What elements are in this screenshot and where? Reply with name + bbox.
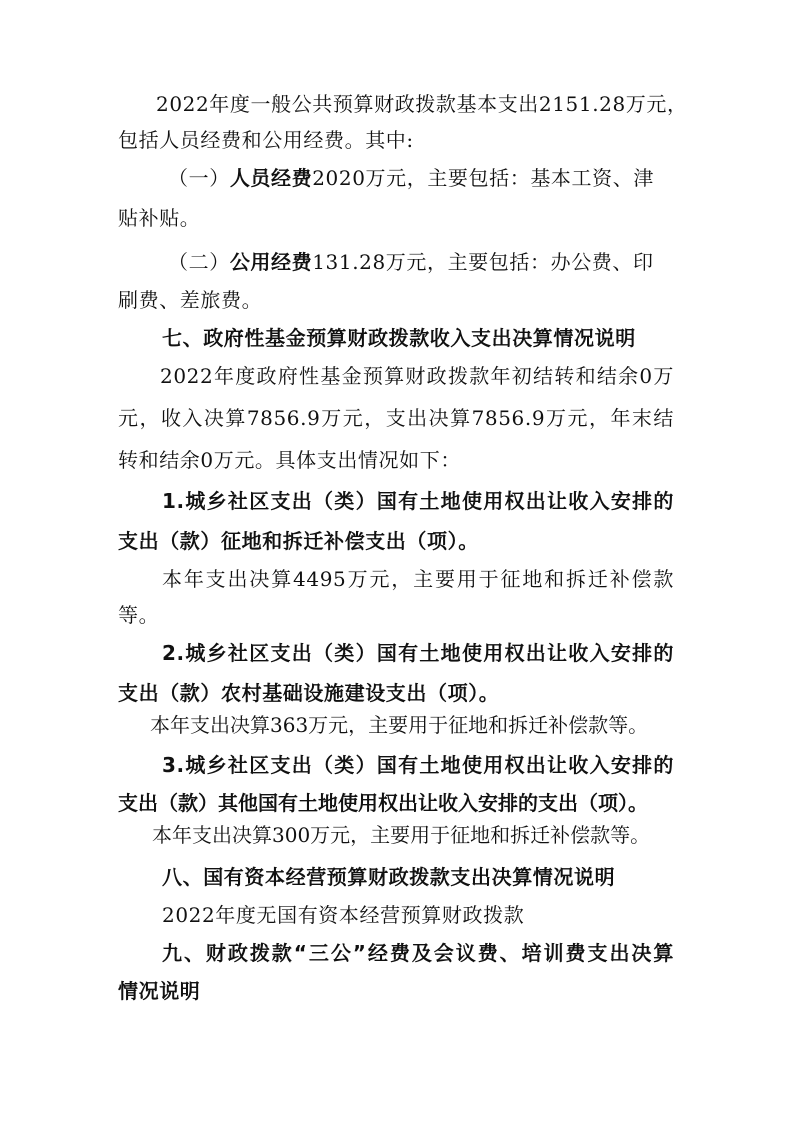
paragraph-line: 本年支出决算4495万元，主要用于征地和拆迁补偿款 — [162, 567, 674, 591]
item-heading-2: 2.城乡社区支出（类）国有土地使用权出让收入安排的 — [162, 641, 674, 665]
item-heading-3-line-2: 支出（款）其他国有土地使用权出让收入安排的支出（项）。 — [118, 791, 648, 815]
paragraph-line: 本年支出决算363万元，主要用于征地和拆迁补偿款等。 — [150, 713, 649, 737]
item-heading-3: 3.城乡社区支出（类）国有土地使用权出让收入安排的 — [162, 753, 674, 777]
paragraph-line: 元，收入决算7856.9万元，支出决算7856.9万元，年末结 — [118, 406, 674, 430]
paragraph-line: 等。 — [118, 603, 160, 627]
paragraph-line: （二）公用经费131.28万元，主要包括：办公费、印 — [168, 250, 654, 274]
section-heading-9: 九、财政拨款“三公”经费及会议费、培训费支出决算 — [162, 941, 674, 965]
paragraph-line: 2022年度无国有资本经营预算财政拨款 — [162, 903, 525, 927]
item-heading-1: 1.城乡社区支出（类）国有土地使用权出让收入安排的 — [162, 489, 674, 513]
paragraph-line: 2022年度政府性基金预算财政拨款年初结转和结余0万 — [160, 364, 674, 388]
item-heading-2-line-2: 支出（款）农村基础设施建设支出（项）。 — [118, 681, 500, 705]
section-heading-7: 七、政府性基金预算财政拨款收入支出决算情况说明 — [162, 326, 636, 350]
paragraph-line: 贴补贴。 — [118, 206, 201, 230]
paragraph-line: （一）人员经费2020万元，主要包括：基本工资、津 — [168, 166, 654, 190]
section-heading-8: 八、国有资本经营预算财政拨款支出决算情况说明 — [162, 865, 616, 889]
bold-term: 人员经费 — [229, 166, 313, 190]
section-heading-9-line-2: 情况说明 — [118, 979, 201, 1003]
bold-term: 公用经费 — [229, 250, 313, 274]
item-heading-1-line-2: 支出（款）征地和拆迁补偿支出（项）。 — [118, 529, 479, 553]
paragraph-line: 刷费、差旅费。 — [118, 288, 263, 312]
paragraph-line: 转和结余0万元。具体支出情况如下： — [118, 448, 461, 472]
paragraph-line: 2022年度一般公共预算财政拨款基本支出2151.28万元， — [156, 92, 688, 116]
paragraph-line: 本年支出决算300万元，主要用于征地和拆迁补偿款等。 — [152, 823, 651, 847]
paragraph-line: 包括人员经费和公用经费。其中: — [118, 128, 414, 152]
